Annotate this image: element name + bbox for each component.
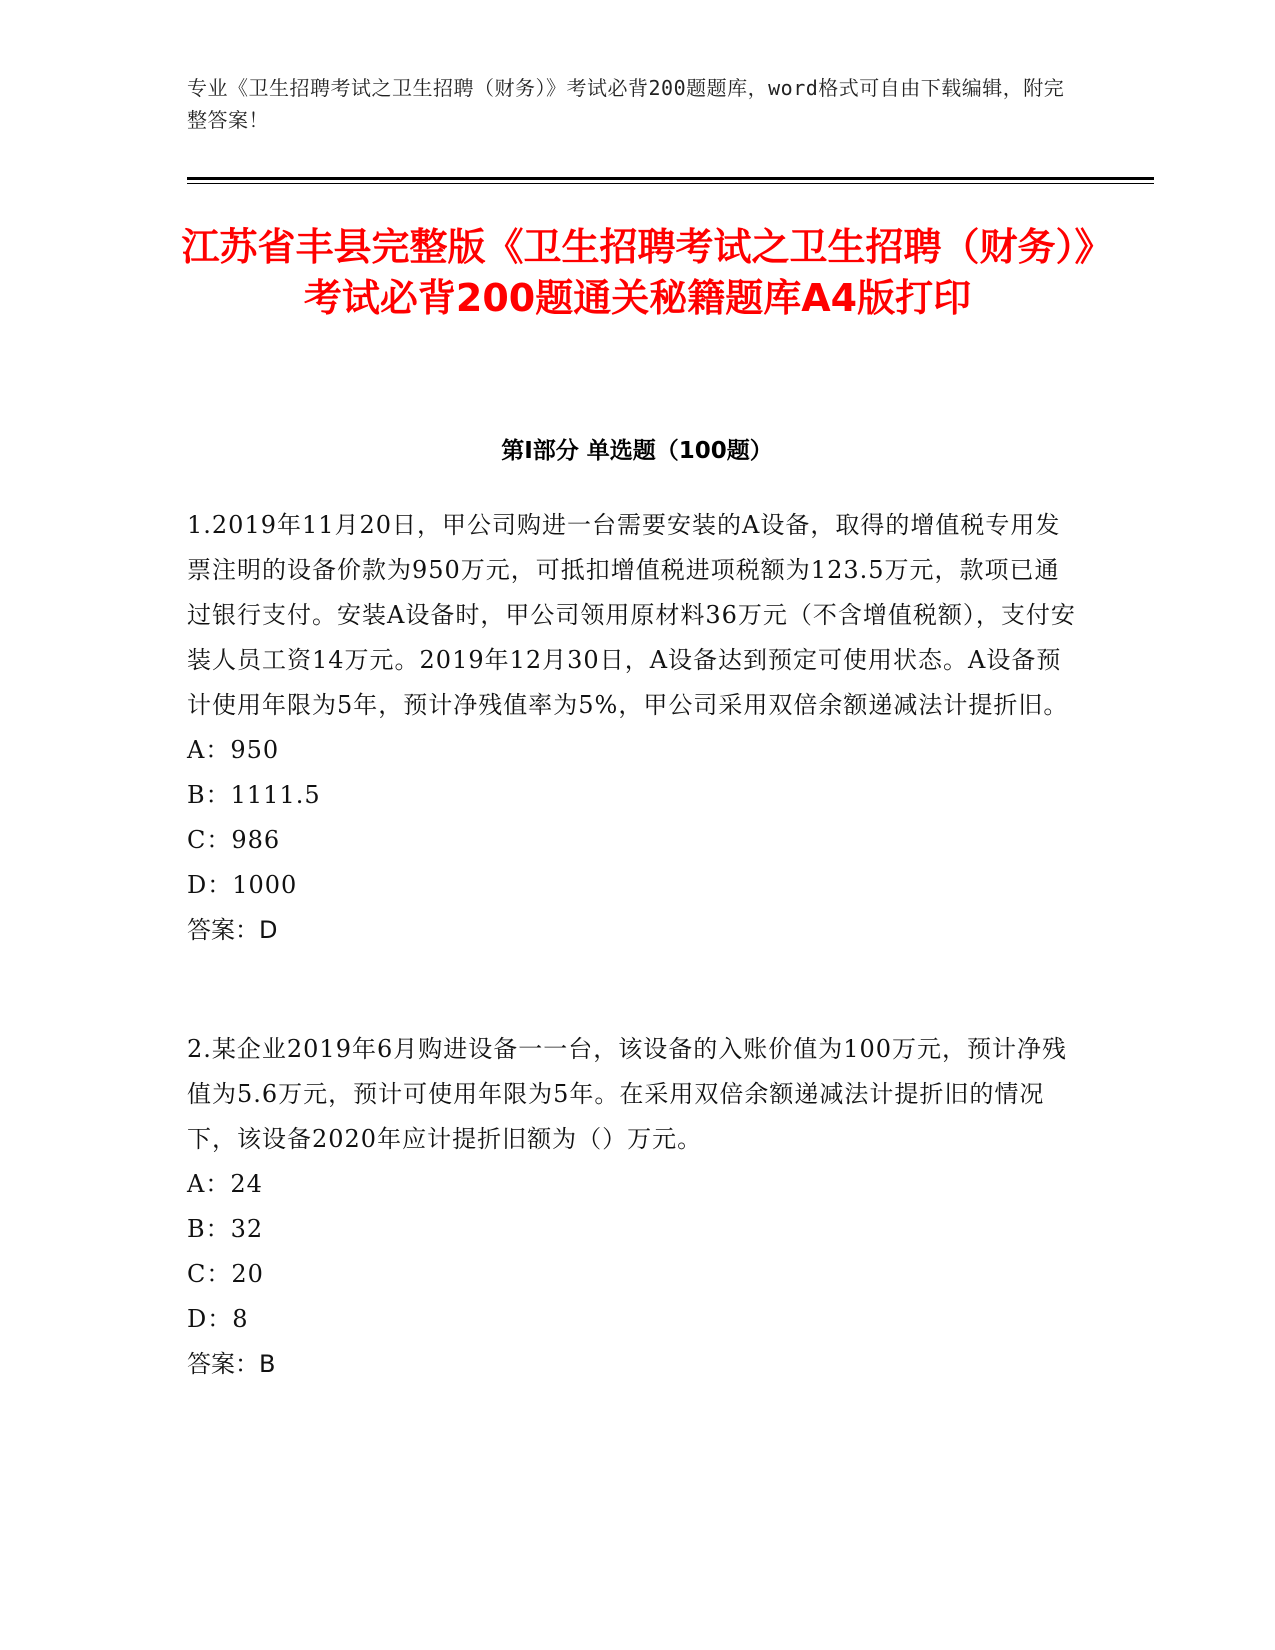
question-1-option-a: A：950 — [187, 736, 280, 764]
question-2 — [187, 1027, 1082, 1387]
section-heading: 第I部分 单选题（100题） — [501, 438, 773, 464]
question-1-option-d: D：1000 — [187, 871, 298, 899]
question-2-option-b: B：32 — [187, 1215, 264, 1243]
question-2-option-d: D：8 — [187, 1305, 249, 1333]
header-note: 专业《卫生招聘考试之卫生招聘（财务）》考试必背200题题库，word格式可自由下载编辑，附完整答案！ — [187, 76, 1065, 132]
question-2-option-a: A：24 — [187, 1170, 263, 1198]
question-1-answer: 答案：D — [187, 916, 278, 944]
question-2-stem: 2.某企业2019年6月购进设备一一台，该设备的入账价值为100万元，预计净残值为5.6万元，预计可使用年限为5年。在采用双倍余额递减法计提折旧的情况下，该设备2020年应计提折旧额为（）万元。 — [187, 1035, 1068, 1153]
header-rule-thin — [187, 183, 1154, 184]
question-2-answer: 答案：B — [187, 1350, 276, 1378]
document-title: 江苏省丰县完整版《卫生招聘考试之卫生招聘（财务）》考试必背200题通关秘籍题库A4版打印 — [181, 225, 1094, 320]
question-2-option-c: C：20 — [187, 1260, 264, 1288]
header-rule-thick — [187, 177, 1154, 180]
question-1-stem: 1.2019年11月20日，甲公司购进一台需要安装的A设备，取得的增值税专用发票注明的设备价款为950万元，可抵扣增值税进项税额为123.5万元，款项已通过银行支付。安装A设备时，甲公司领用原材料36万元（不含增值税额），支付安装人员工资14万元。2019年12月30日，A设备达到预定可使用状态。A设备预计使用年限为5年，预计净残值率为5%，甲公司采用双倍余额递减法计提折旧。 — [187, 511, 1076, 719]
question-1 — [187, 503, 1082, 953]
question-1-option-c: C：986 — [187, 826, 281, 854]
question-1-option-b: B：1111.5 — [187, 781, 321, 809]
